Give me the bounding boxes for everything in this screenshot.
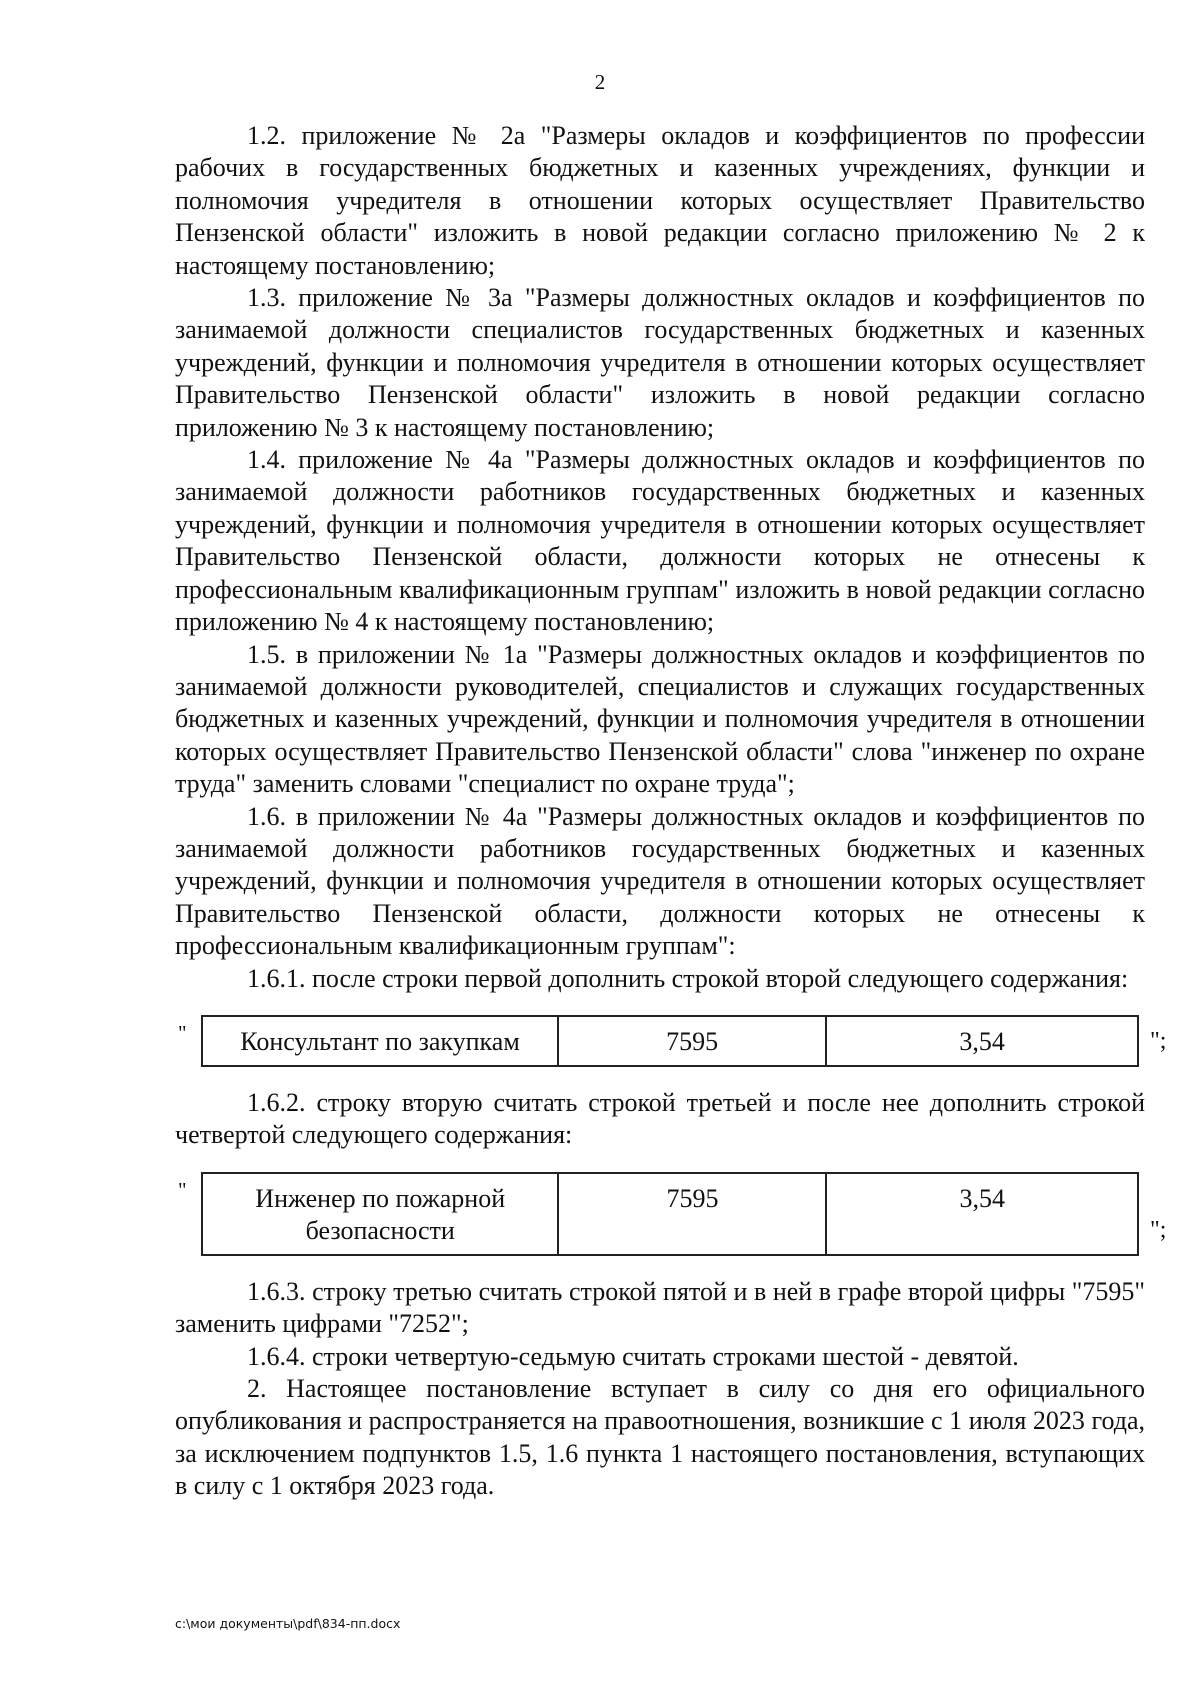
paragraph-1-6-3: 1.6.3. строку третью считать строкой пятой и в ней в графе второй цифры "7595" заменить цифрами "7252"; — [175, 1276, 1145, 1339]
closing-quote: "; — [1150, 1216, 1167, 1243]
footer-file-path: c:\мои документы\pdf\834-пп.docx — [175, 1616, 401, 1631]
paragraph-1-6-1: 1.6.1. после строки первой дополнить строкой второй следующего содержания: — [247, 963, 1129, 993]
salary-cell: 7595 — [558, 1173, 826, 1255]
paragraph-1-3: 1.3. приложение № 3а "Размеры должностных окладов и коэффициентов по занимаемой должности специалистов государственных бюджетных и казенных учреждений, функции и полномочия учредителя в отношении которых осуществляет Правительство Пензенской области" изложить в новой редакции согласно приложению № 3 к настоящему постановлению; — [175, 283, 1145, 442]
paragraph-1-2: 1.2. приложение № 2а "Размеры окладов и коэффициентов по профессии рабочих в государственных бюджетных и казенных учреждениях, функции и полномочия учредителя в отношении которых осуществляет Правительство Пензенской области" изложить в новой редакции согласно приложению № 2 к настоящему постановлению; — [175, 121, 1145, 280]
inserted-row-consultant — [175, 1015, 1167, 1067]
opening-quote: " — [178, 1177, 187, 1202]
table-row — [202, 1173, 1138, 1255]
coefficient-cell: 3,54 — [826, 1173, 1138, 1255]
table-row-block — [201, 1172, 1139, 1256]
position-cell: Инженер по пожарной безопасности — [202, 1173, 558, 1255]
paragraph-1-4: 1.4. приложение № 4а "Размеры должностных окладов и коэффициентов по занимаемой должности работников государственных бюджетных и казенных учреждений, функции и полномочия учредителя в отношении которых осуществляет Правительство Пензенской области, должности которых не отнесены к профессиональным квалификационным группам" изложить в новой редакции согласно приложению № 4 к настоящему постановлению; — [175, 445, 1145, 637]
coefficient-cell: 3,54 — [826, 1016, 1138, 1066]
paragraph-1-6-4: 1.6.4. строки четвертую-седьмую считать строками шестой - девятой. — [247, 1341, 1019, 1371]
paragraph-1-5: 1.5. в приложении № 1а "Размеры должностных окладов и коэффициентов по занимаемой должности руководителей, специалистов и служащих государственных бюджетных и казенных учреждений, функции и полномочия учредителя в отношении которых осуществляет Правительство Пензенской области" слова "инженер по охране труда" заменить словами "специалист по охране труда"; — [175, 639, 1145, 799]
salary-cell: 7595 — [558, 1016, 826, 1066]
paragraph-1-6: 1.6. в приложении № 4а "Размеры должностных окладов и коэффициентов по занимаемой должности работников государственных бюджетных и казенных учреждений, функции и полномочия учредителя в отношении которых осуществляет Правительство Пензенской области, должности которых не отнесены к профессиональным квалификационным группам": — [175, 801, 1145, 961]
closing-quote: "; — [1150, 1027, 1167, 1054]
page-number: 2 — [594, 70, 606, 94]
position-cell: Консультант по закупкам — [202, 1016, 558, 1066]
table-row-block — [201, 1015, 1139, 1067]
table-row — [202, 1016, 1138, 1066]
opening-quote: " — [178, 1020, 187, 1045]
document-body — [175, 120, 1167, 1503]
paragraph-2: 2. Настоящее постановление вступает в силу со дня его официального опубликования и распространяется на правоотношения, возникшие с 1 июля 2023 года, за исключением подпунктов 1.5, 1.6 пункта 1 настоящего постановления, вступающих в силу с 1 октября 2023 года. — [175, 1374, 1145, 1501]
paragraph-1-6-2: 1.6.2. строку вторую считать строкой третьей и после нее дополнить строкой четвертой следующего содержания: — [175, 1087, 1145, 1150]
inserted-row-fire-engineer — [175, 1172, 1167, 1256]
